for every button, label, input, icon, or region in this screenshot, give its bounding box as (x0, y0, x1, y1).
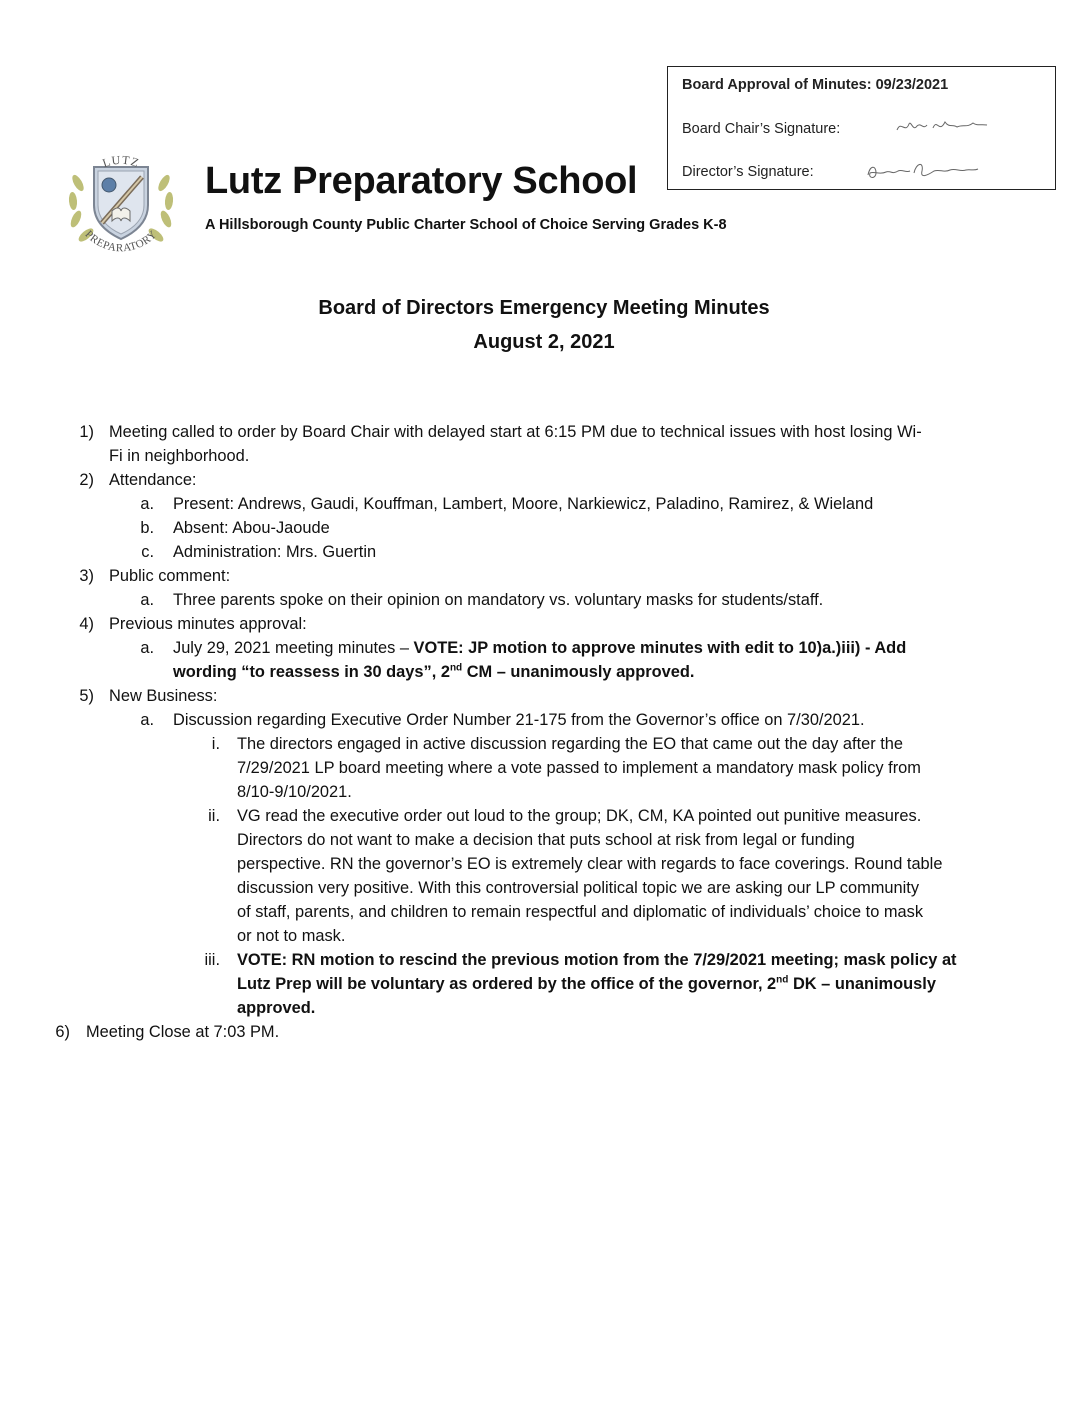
mask-policy-vote-cont (237, 974, 936, 994)
item-number: 1) (79, 423, 94, 441)
discussion-text: or not to mask. (237, 927, 346, 945)
subitem-letter: a. (140, 711, 154, 729)
approval-date-label: Board Approval of Minutes: 09/23/2021 (682, 77, 949, 93)
school-name: Lutz Preparatory School (205, 160, 638, 202)
item-number: 2) (79, 471, 94, 489)
item-text: Public comment: (109, 567, 231, 585)
discussion-text: VG read the executive order out loud to the group; DK, CM, KA pointed out punitive measures. (237, 807, 922, 825)
subitem-roman: iii. (204, 951, 220, 969)
item-text: Fi in neighborhood. (109, 447, 250, 465)
approval-box (667, 66, 1056, 190)
school-subtitle: A Hillsborough County Public Charter School of Choice Serving Grades K-8 (205, 217, 727, 233)
logo-top-text: LUTZ (100, 152, 142, 171)
vote-bold-text: CM – unanimously approved. (462, 663, 695, 681)
director-signature-label: Director’s Signature: (682, 164, 814, 180)
subitem-letter: c. (141, 543, 154, 561)
item-text: Meeting called to order by Board Chair with delayed start at 6:15 PM due to technical issues with host losing Wi- (109, 423, 922, 441)
school-logo (64, 143, 178, 259)
item-number: 6) (55, 1023, 70, 1041)
discussion-text: perspective. RN the governor’s EO is extremely clear with regards to face coverings. Round table (237, 855, 943, 873)
subitem-letter: a. (140, 591, 154, 609)
director-signature (864, 159, 984, 183)
attendance-present: Present: Andrews, Gaudi, Kouffman, Lambert, Moore, Narkiewicz, Paladino, Ramirez, & Wieland (173, 495, 874, 513)
vote-bold-text: Lutz Prep will be voluntary as ordered by the office of the governor, 2 (237, 975, 777, 993)
subitem-roman: i. (211, 735, 220, 753)
document-title: Board of Directors Emergency Meeting Minutes (318, 297, 770, 319)
discussion-text: of staff, parents, and children to remain respectful and diplomatic of individuals’ choice to mask (237, 903, 924, 921)
attendance-absent: Absent: Abou-Jaoude (173, 519, 330, 537)
item-text: Previous minutes approval: (109, 615, 307, 633)
superscript: nd (449, 662, 463, 674)
vote-bold-text: VOTE: JP motion to approve minutes with edit to 10)a.)iii) - Add (413, 639, 907, 657)
public-comment-text: Three parents spoke on their opinion on mandatory vs. voluntary masks for students/staff. (173, 591, 824, 609)
subitem-letter: b. (140, 519, 154, 537)
item-number: 4) (79, 615, 94, 633)
item-number: 3) (79, 567, 94, 585)
subitem-roman: ii. (208, 807, 220, 825)
discussion-text: 7/29/2021 LP board meeting where a vote passed to implement a mandatory mask policy from (237, 759, 921, 777)
item-text: New Business: (109, 687, 218, 705)
subitem-letter: a. (140, 495, 154, 513)
board-chair-signature (893, 116, 993, 138)
mask-policy-vote: VOTE: RN motion to rescind the previous motion from the 7/29/2021 meeting; mask policy at (237, 951, 957, 969)
meeting-date: August 2, 2021 (473, 331, 615, 353)
meeting-close-text: Meeting Close at 7:03 PM. (86, 1023, 280, 1041)
discussion-text: discussion very positive. With this controversial political topic we are asking our LP community (237, 879, 920, 897)
previous-minutes-vote (173, 638, 906, 658)
board-chair-signature-label: Board Chair’s Signature: (682, 121, 841, 137)
subitem-letter: a. (140, 639, 154, 657)
vote-plain-text: July 29, 2021 meeting minutes – (173, 639, 414, 657)
discussion-text: Directors do not want to make a decision that puts school at risk from legal or funding (237, 831, 855, 849)
vote-bold-text: DK – unanimously (788, 975, 936, 993)
previous-minutes-vote-cont (173, 662, 694, 682)
logo-bottom-text: PREPARATORY (82, 228, 160, 255)
item-number: 5) (79, 687, 94, 705)
new-business-text: Discussion regarding Executive Order Number 21-175 from the Governor’s office on 7/30/2021. (173, 711, 865, 729)
discussion-text: 8/10-9/10/2021. (237, 783, 352, 801)
mask-policy-vote-cont: approved. (237, 999, 316, 1017)
vote-bold-text: wording “to reassess in 30 days”, 2 (173, 663, 450, 681)
item-text: Attendance: (109, 471, 197, 489)
superscript: nd (776, 974, 789, 986)
attendance-administration: Administration: Mrs. Guertin (173, 543, 377, 561)
discussion-text: The directors engaged in active discussion regarding the EO that came out the day after the (237, 735, 904, 753)
